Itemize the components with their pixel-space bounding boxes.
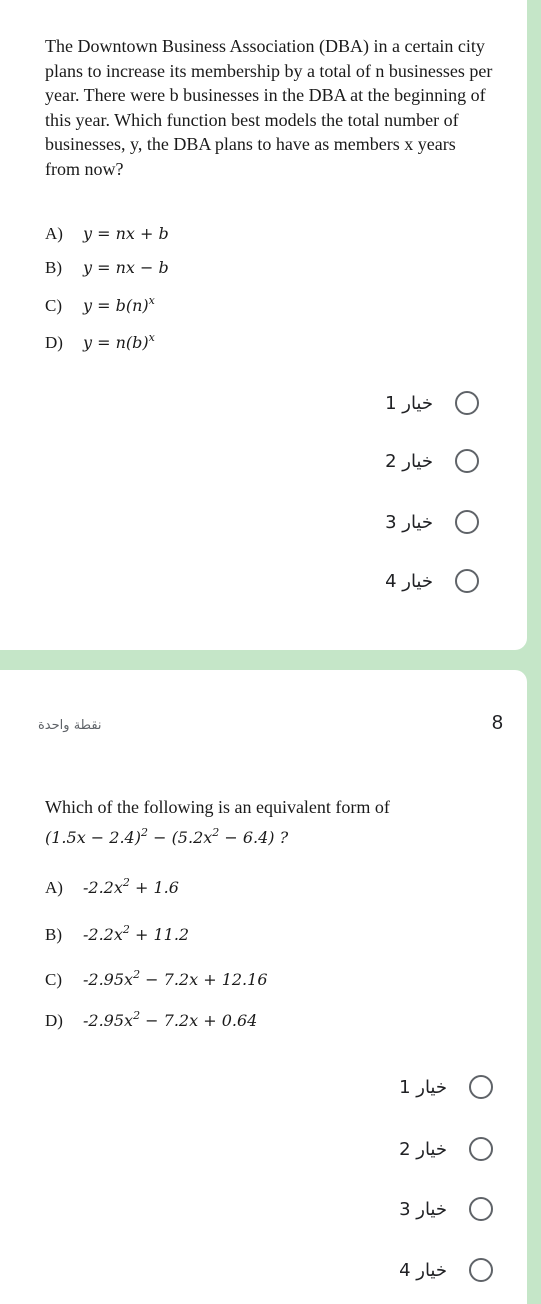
option-label: خيار 4 (385, 570, 433, 592)
radio-button[interactable] (455, 510, 479, 534)
radio-button[interactable] (455, 569, 479, 593)
question-1-text: The Downtown Business Association (DBA) in a certain city plans to increase its membership by a total of n businesses per year. There were b businesses in the DBA at the beginning of this year. Which function best models the total number of businesses, y, the DBA plans to have as members x years from now? (45, 36, 493, 179)
question-card-1 (0, 0, 527, 650)
q1-choice-a: A) y = nx + b (45, 224, 169, 243)
q2-option-1[interactable] (399, 1072, 493, 1102)
radio-button[interactable] (469, 1075, 493, 1099)
option-label: خيار 1 (385, 392, 433, 414)
radio-button[interactable] (455, 391, 479, 415)
option-label: خيار 2 (399, 1138, 447, 1160)
question-number: 8 (491, 712, 503, 734)
q2-choice-d: D) $-2.95x^2 - 7.2x + 0.64$ (45, 1009, 258, 1030)
option-label: خيار 1 (399, 1076, 447, 1098)
q1-option-1[interactable] (385, 388, 479, 418)
option-label: خيار 4 (399, 1259, 447, 1281)
q2-option-3[interactable] (399, 1194, 493, 1224)
q1-choice-d: D) $y = n(b)^x$ (45, 331, 155, 352)
radio-button[interactable] (469, 1197, 493, 1221)
q2-choice-a: A) $-2.2x^2 + 1.6$ (45, 876, 179, 897)
radio-button[interactable] (455, 449, 479, 473)
q2-option-2[interactable] (399, 1134, 493, 1164)
q1-option-3[interactable] (385, 507, 479, 537)
q2-option-4[interactable] (399, 1255, 493, 1285)
q1-option-2[interactable] (385, 446, 479, 476)
q1-option-4[interactable] (385, 566, 479, 596)
question-2-expression: $(1.5x - 2.4)^2 - (5.2x^2 - 6.4)$ ? (45, 826, 289, 847)
option-label: خيار 3 (385, 511, 433, 533)
q1-choice-b: B) y = nx − b (45, 258, 169, 277)
q1-choice-c: C) $y = b(n)^x$ (45, 294, 155, 315)
option-label: خيار 3 (399, 1198, 447, 1220)
option-label: خيار 2 (385, 450, 433, 472)
radio-button[interactable] (469, 1258, 493, 1282)
q2-choice-b: B) $-2.2x^2 + 11.2$ (45, 923, 190, 944)
question-2-text: Which of the following is an equivalent form of (45, 797, 390, 817)
radio-button[interactable] (469, 1137, 493, 1161)
q2-choice-c: C) $-2.95x^2 - 7.2x + 12.16$ (45, 968, 268, 989)
points-label: نقطة واحدة (38, 718, 102, 733)
